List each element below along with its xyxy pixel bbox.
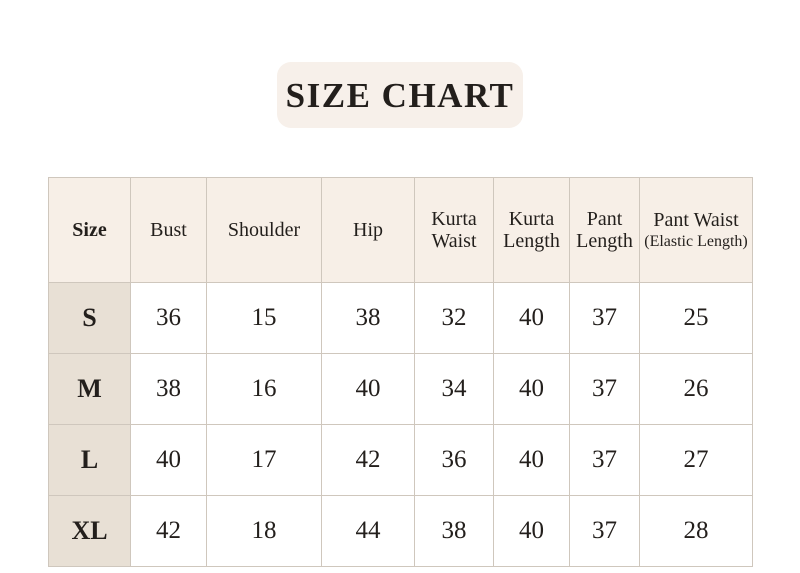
cell-pant-length: 37 — [570, 283, 640, 354]
cell-hip: 44 — [322, 496, 415, 567]
cell-pant-length: 37 — [570, 354, 640, 425]
cell-bust: 40 — [131, 425, 207, 496]
table-header — [49, 178, 753, 283]
cell-pant-waist: 27 — [640, 425, 753, 496]
cell-kurta-waist: 34 — [415, 354, 494, 425]
column-header-pant-length — [570, 178, 640, 283]
cell-pant-waist: 28 — [640, 496, 753, 567]
column-header-bust — [131, 178, 207, 283]
column-header-pant-waist-sublabel: (Elastic Length) — [644, 232, 748, 250]
cell-kurta-length: 40 — [494, 283, 570, 354]
row-size-label: S — [49, 283, 131, 354]
cell-shoulder: 18 — [207, 496, 322, 567]
column-header-hip-label: Hip — [353, 218, 383, 241]
row-size-label: M — [49, 354, 131, 425]
column-header-bust-label: Bust — [150, 218, 187, 241]
table-header-row — [49, 178, 753, 283]
cell-pant-length: 37 — [570, 425, 640, 496]
cell-hip: 38 — [322, 283, 415, 354]
size-chart-table-wrapper — [48, 177, 752, 567]
cell-pant-length: 37 — [570, 496, 640, 567]
cell-hip: 42 — [322, 425, 415, 496]
column-header-size-label: Size — [72, 218, 107, 241]
table-row — [49, 283, 753, 354]
cell-kurta-waist: 36 — [415, 425, 494, 496]
column-header-shoulder-label: Shoulder — [227, 218, 301, 241]
table-row — [49, 496, 753, 567]
column-header-hip — [322, 178, 415, 283]
page-title: SIZE CHART — [285, 75, 515, 115]
size-chart-table — [48, 177, 753, 567]
table-body — [49, 283, 753, 567]
column-header-pant-waist — [640, 178, 753, 283]
column-header-size — [49, 178, 131, 283]
column-header-kurta-waist — [415, 178, 494, 283]
cell-kurta-length: 40 — [494, 425, 570, 496]
cell-bust: 42 — [131, 496, 207, 567]
column-header-pant-waist-label: Pant Waist — [653, 209, 739, 232]
cell-kurta-length: 40 — [494, 354, 570, 425]
cell-shoulder: 15 — [207, 283, 322, 354]
column-header-pant-length-label: Pant Length — [576, 207, 633, 252]
cell-pant-waist: 25 — [640, 283, 753, 354]
row-size-label: L — [49, 425, 131, 496]
cell-bust: 38 — [131, 354, 207, 425]
cell-shoulder: 16 — [207, 354, 322, 425]
cell-hip: 40 — [322, 354, 415, 425]
cell-shoulder: 17 — [207, 425, 322, 496]
cell-kurta-length: 40 — [494, 496, 570, 567]
column-header-kurta-length-label: Kurta Length — [503, 207, 560, 252]
cell-bust: 36 — [131, 283, 207, 354]
column-header-kurta-waist-label: Kurta Waist — [431, 207, 477, 252]
cell-kurta-waist: 38 — [415, 496, 494, 567]
cell-kurta-waist: 32 — [415, 283, 494, 354]
page-title-banner — [277, 62, 523, 128]
row-size-label: XL — [49, 496, 131, 567]
table-row — [49, 354, 753, 425]
column-header-shoulder — [207, 178, 322, 283]
column-header-kurta-length — [494, 178, 570, 283]
cell-pant-waist: 26 — [640, 354, 753, 425]
table-row — [49, 425, 753, 496]
